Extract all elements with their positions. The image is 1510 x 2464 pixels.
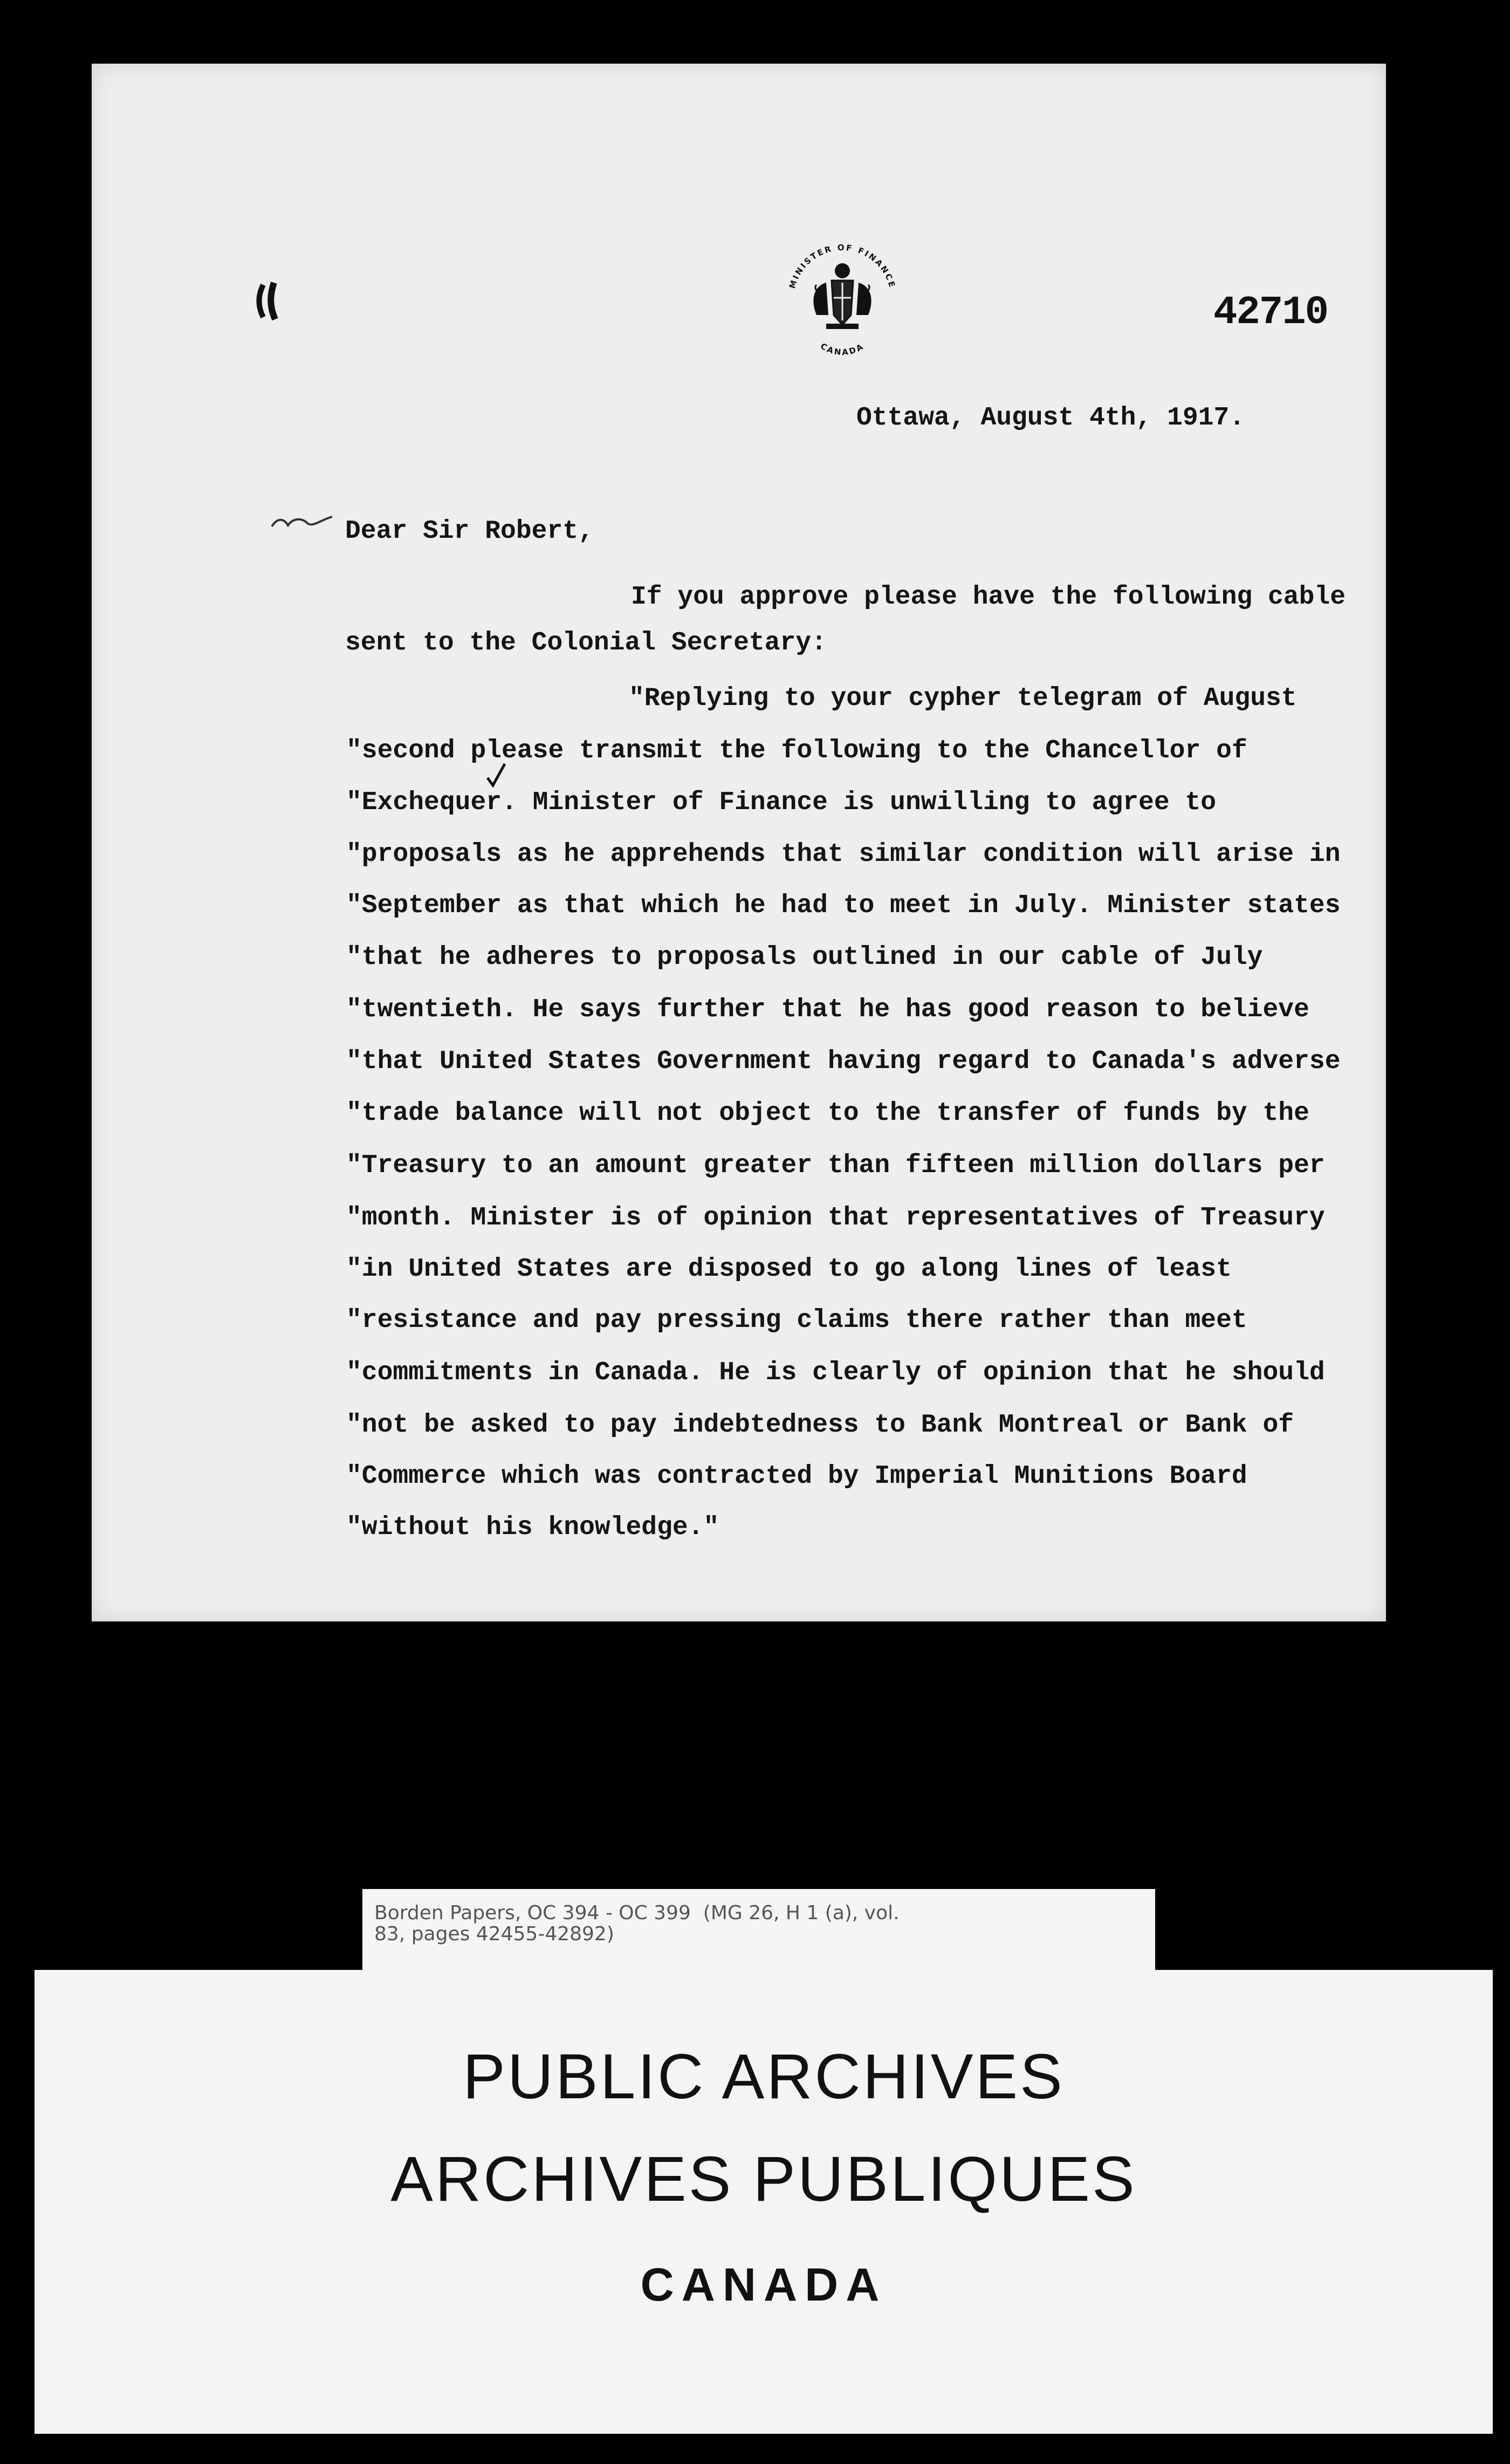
cable-line: "that United States Government having regard to Canada's adverse [346,1047,1341,1076]
svg-text:CANADA: CANADA [819,341,866,358]
binder-hole-mark [253,279,284,323]
cable-line: "trade balance will not object to the transfer of funds by the [346,1099,1309,1128]
index-label-line: Borden Papers, OC 394 - OC 399 (MG 26, H 1 (a), vol. [374,1902,900,1924]
banner-country: CANADA [640,2259,887,2311]
cable-line: "not be asked to pay indebtedness to Bank Montreal or Bank of [346,1411,1294,1440]
cable-line: "Commerce which was contracted by Imperial Munitions Board [346,1462,1247,1491]
cable-line: "without his knowledge." [346,1513,719,1542]
margin-scribble [270,511,334,533]
cable-line: "September as that which he had to meet in July. Minister states [346,891,1341,920]
intro-line: sent to the Colonial Secretary: [345,628,827,658]
date-line: Ottawa, August 4th, 1917. [856,403,1245,433]
cable-line: "that he adheres to proposals outlined in our cable of July [346,943,1263,972]
cable-line: "Replying to your cypher telegram of August [629,684,1297,713]
document-number: 42710 [1213,290,1328,336]
salutation: Dear Sir Robert, [345,517,594,546]
cable-line: "proposals as he apprehends that similar condition will arise in [346,840,1341,869]
intro-line: If you approve please have the following cable [631,583,1346,612]
cable-line: "second please transmit the following to the Chancellor of [346,736,1247,765]
index-label-line: 83, pages 42455-42892) [374,1922,614,1945]
cable-line: "month. Minister is of opinion that representatives of Treasury [346,1203,1325,1233]
cable-line: "Exchequer. Minister of Finance is unwilling to agree to [346,788,1217,817]
minister-of-finance-crest [772,234,912,364]
check-mark [485,762,507,789]
banner-title-french: ARCHIVES PUBLIQUES [390,2144,1137,2215]
cable-line: "resistance and pay pressing claims there rather than meet [346,1306,1247,1335]
letter-page [92,64,1386,1621]
index-label [362,1889,1155,1970]
public-archives-banner [35,1970,1493,2434]
cable-line: "twentieth. He says further that he has good reason to believe [346,995,1309,1024]
cable-line: "Treasury to an amount greater than fifteen million dollars per [346,1151,1325,1180]
cable-line: "commitments in Canada. He is clearly of opinion that he should [346,1358,1325,1387]
svg-text:MINISTER OF FINANCE: MINISTER OF FINANCE [787,242,897,290]
cable-line: "in United States are disposed to go along lines of least [346,1255,1232,1284]
banner-title-english: PUBLIC ARCHIVES [463,2041,1065,2112]
